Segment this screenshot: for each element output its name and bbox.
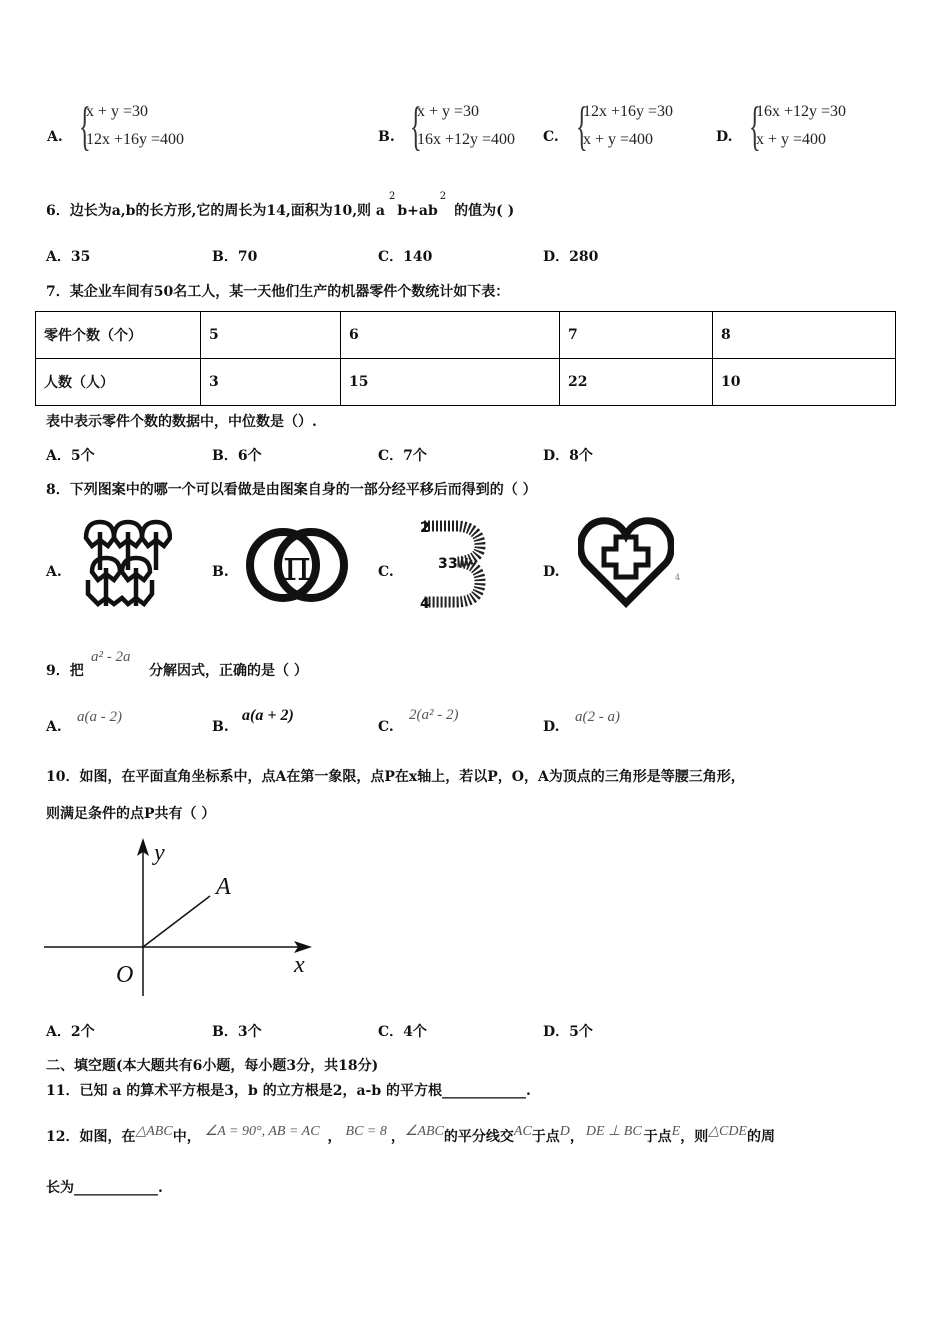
q6-stem-part2: b+ab <box>397 203 438 219</box>
tree-pattern-figure <box>82 518 172 610</box>
q12-text: 的平分线交 <box>443 1129 514 1145</box>
q5-a-eq2: 12x +16y =400 <box>86 131 185 148</box>
table-cell: 人数（人） <box>36 359 201 406</box>
q12-math: △CDE <box>708 1124 747 1139</box>
c-digit: 3 <box>438 556 448 572</box>
q6-stem <box>46 191 515 220</box>
q6-superscript-2: 2 <box>439 191 447 202</box>
q5-b-eq2: 16x +12y =400 <box>417 131 516 148</box>
q7-option-a: A．5个 <box>46 448 95 464</box>
q12-text: ， <box>327 1129 342 1145</box>
q7-option-d: D．8个 <box>543 448 593 464</box>
q10-option-c: C．4个 <box>378 1024 427 1040</box>
table-cell: 7 <box>560 312 713 359</box>
q5-option-c-label: C. <box>543 129 559 145</box>
table-cell: 零件个数（个） <box>36 312 201 359</box>
q12-math: E <box>671 1124 681 1139</box>
q12-text: 12．如图，在 <box>46 1129 136 1145</box>
q5-a-eq1: x + y =30 <box>86 103 149 120</box>
q12-text: ，则 <box>680 1129 709 1145</box>
q5-c-eq2: x + y =400 <box>583 131 654 148</box>
q7-option-c: C．7个 <box>378 448 427 464</box>
q5-option-b-label: B. <box>378 129 395 145</box>
q12-stem-line1 <box>46 1126 775 1146</box>
q5-option-b-brace: { <box>410 96 422 156</box>
q9-option-c: 2(a² - 2) <box>409 707 459 723</box>
q5-c-eq1: 12x +16y =30 <box>583 103 674 120</box>
q8-label-a: A. <box>46 564 62 580</box>
heart-cross-figure <box>578 515 674 611</box>
q12-text: 中， <box>172 1129 201 1145</box>
section-heading: 二、填空题(本大题共有6小题，每小题3分，共18分) <box>46 1058 379 1074</box>
q12-math: AC <box>513 1124 532 1139</box>
q9-stem-part1: 9．把 <box>46 663 84 679</box>
q9-label-d: D. <box>543 719 560 735</box>
q5-b-eq1: x + y =30 <box>417 103 480 120</box>
q12-math: ∠A = 90°, AB = AC <box>204 1124 320 1139</box>
q5-option-c-brace: { <box>576 96 588 156</box>
q12-math: DE ⊥ BC <box>585 1124 642 1139</box>
q12-text: 的周 <box>747 1129 775 1145</box>
q5-d-eq2: x + y =400 <box>756 131 827 148</box>
q10-stem-line1: 10．如图，在平面直角坐标系中，点A在第一象限，点P在x轴上，若以P，O，A为顶点的三角形是等腰三角形， <box>46 769 745 785</box>
table-cell: 6 <box>341 312 560 359</box>
q9-label-a: A. <box>46 719 62 735</box>
q9-stem-part2: 分解因式，正确的是（ ） <box>149 663 308 679</box>
q12-math: D <box>559 1124 570 1139</box>
q7-option-b: B．6个 <box>212 448 262 464</box>
q6-stem-part1: 6．边长为a,b的长方形,它的周长为14,面积为10,则 a <box>46 203 386 219</box>
q12-stem-line2: 长为____________. <box>46 1180 163 1196</box>
q11-stem: 11．已知 a 的算术平方根是3，b 的立方根是2，a-b 的平方根____________. <box>46 1083 531 1099</box>
q12-text: ， <box>390 1129 405 1145</box>
q6-option-c: C．140 <box>378 249 433 265</box>
q12-text: 于点 <box>531 1129 560 1145</box>
q9-option-a: a(a - 2) <box>77 709 122 725</box>
stray-mark: 4 <box>675 573 681 582</box>
q6-option-d: D．280 <box>543 249 599 265</box>
q9-label-c: C. <box>378 719 394 735</box>
q5-option-d-brace: { <box>749 96 761 156</box>
table-cell: 5 <box>201 312 341 359</box>
q8-label-b: B. <box>212 564 229 580</box>
q10-option-d: D．5个 <box>543 1024 593 1040</box>
y-axis-label: y <box>154 840 165 866</box>
x-axis-label: x <box>294 952 305 978</box>
q8-stem: 8．下列图案中的哪一个可以看做是由图案自身的一部分经平移后而得到的（ ） <box>46 482 537 498</box>
q10-option-a: A．2个 <box>46 1024 95 1040</box>
c-digit: 2 <box>420 520 430 536</box>
q6-option-a: A．35 <box>46 249 91 265</box>
q5-option-c-system <box>583 98 673 154</box>
q12-math: BC = 8 <box>345 1124 387 1139</box>
q12-text: ， <box>569 1129 584 1145</box>
q12-text: 于点 <box>643 1129 672 1145</box>
pi-symbol: π <box>283 541 311 590</box>
q5-d-eq1: 16x +12y =30 <box>756 103 847 120</box>
q7-table <box>35 311 896 406</box>
point-a-label: A <box>216 874 231 900</box>
q6-stem-part3: 的值为( ) <box>454 203 515 219</box>
q5-option-a-brace: { <box>79 96 91 156</box>
q10-stem-line2: 则满足条件的点P共有（ ） <box>46 806 216 822</box>
c-digit: 3 <box>448 556 458 572</box>
coordinate-diagram <box>44 832 324 1002</box>
q5-option-d-label: D. <box>716 129 733 145</box>
table-cell: 8 <box>713 312 896 359</box>
q5-option-a-label: A. <box>47 129 63 145</box>
q9-option-b: a(a + 2) <box>242 707 294 724</box>
origin-label: O <box>116 962 134 988</box>
table-cell: 15 <box>341 359 560 406</box>
q8-label-c: C. <box>378 564 394 580</box>
q5-option-d-system <box>756 98 846 154</box>
table-cell: 10 <box>713 359 896 406</box>
q5-option-b-system <box>417 98 515 154</box>
q9-option-d: a(2 - a) <box>575 709 620 725</box>
c-digit: 4 <box>420 596 430 610</box>
q8-label-d: D. <box>543 564 560 580</box>
table-cell: 3 <box>201 359 341 406</box>
q12-math: ∠ABC <box>404 1124 444 1139</box>
q6-option-b: B．70 <box>212 249 258 265</box>
q9-label-b: B. <box>212 719 229 735</box>
numeral-three-figure <box>418 516 488 610</box>
q10-option-b: B．3个 <box>212 1024 262 1040</box>
q12-math: △ABC <box>135 1124 173 1139</box>
q6-superscript-1: 2 <box>389 191 396 202</box>
q5-option-a-system <box>86 98 184 154</box>
table-row <box>36 312 896 359</box>
q7-stem: 7．某企业车间有50名工人，某一天他们生产的机器零件个数统计如下表： <box>46 284 510 300</box>
q9-expression: a² - 2a <box>91 649 131 665</box>
table-cell: 22 <box>560 359 713 406</box>
q7-question: 表中表示零件个数的数据中，中位数是（）. <box>46 414 317 430</box>
pi-rings-figure <box>245 520 349 610</box>
table-row <box>36 359 896 406</box>
